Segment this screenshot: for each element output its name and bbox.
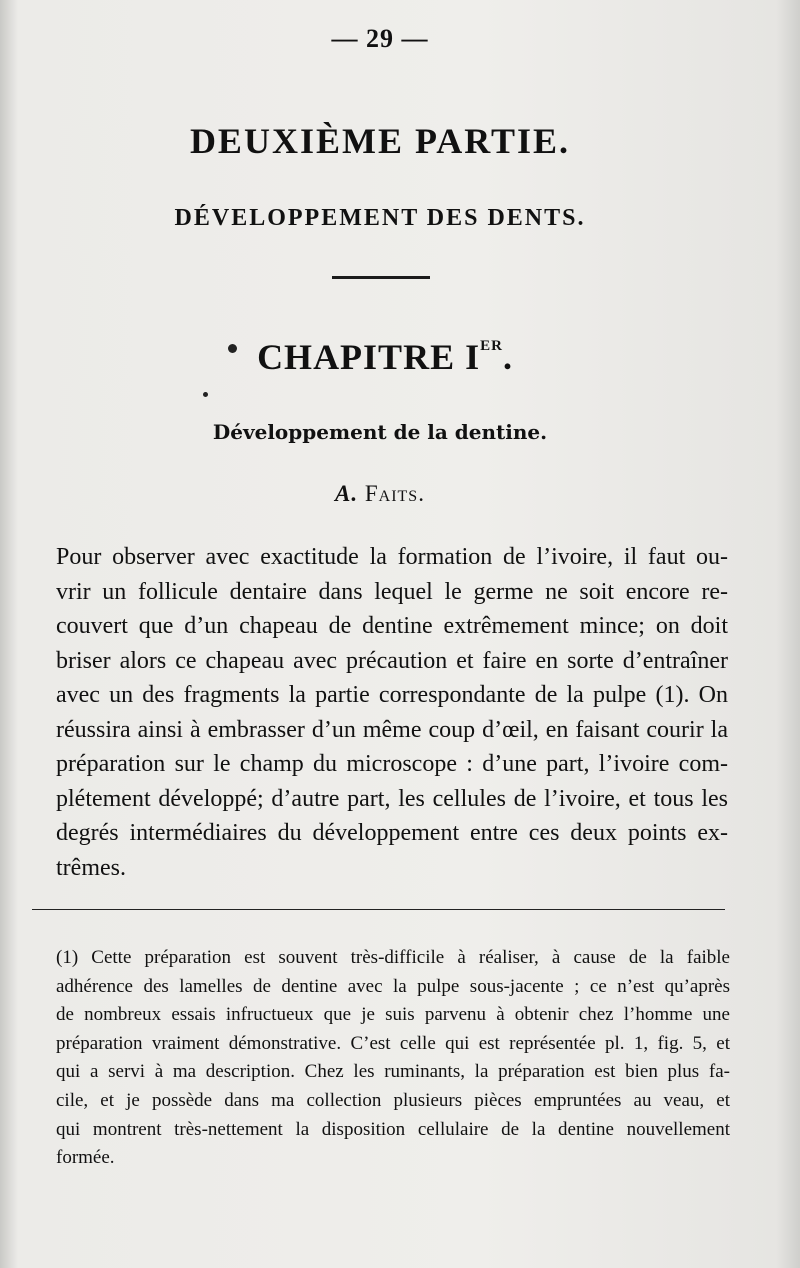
body-line: couvert que d’un chapeau de dentine extrêmement mince; on doit [56, 613, 728, 639]
footnote-line: adhérence des lamelles de dentine avec la pulpe sous-jacente ; ce n’est qu’après [56, 975, 730, 997]
section-heading: Développement de la dentine. [212, 420, 548, 444]
body-line: degrés intermédiaires du développement entre ces deux points ex- [56, 820, 728, 846]
body-line: Pour observer avec exactitude la formation de l’ivoire, il faut ou- [56, 544, 728, 570]
page-number: — 29 — [331, 24, 429, 53]
footnote-line: de nombreux essais infructueux que je suis parvenu à obtenir chez l’homme une [56, 1004, 730, 1026]
chapter-title [255, 336, 515, 378]
ink-speck [228, 344, 237, 353]
chapter-title-period: . [502, 337, 513, 377]
subsection-letter: A. [335, 481, 359, 506]
footnote-line: préparation vraiment démonstrative. C’est celle qui est représentée pl. 1, fig. 5, et [56, 1032, 730, 1054]
body-line: plétement développé; d’autre part, les cellules de l’ivoire, et tous les [56, 785, 728, 812]
subsection-heading [0, 481, 760, 507]
body-line: avec un des fragments la partie correspondante de la pulpe (1). On [56, 682, 728, 708]
subsection-word: Faits. [364, 481, 425, 506]
body-line: réussira ainsi à embrasser d’un même coup d’œil, en faisant courir la [56, 716, 728, 743]
footnote-line: cile, et je possède dans ma collection plusieurs pièces empruntées au veau, et [56, 1089, 730, 1111]
decorative-rule [332, 276, 430, 279]
footnote-line: qui a servi à ma description. Chez les ruminants, la préparation est bien plus fa- [56, 1061, 730, 1083]
footnote-line: (1) Cette préparation est souvent très-difficile à réaliser, à cause de la faible [56, 947, 730, 968]
chapter-title-text: CHAPITRE I [257, 337, 481, 377]
body-line: trêmes. [56, 854, 126, 881]
footnote [56, 944, 730, 1173]
body-paragraph [56, 540, 728, 885]
footnote-line: formée. [56, 1147, 115, 1169]
part-title: DEUXIÈME PARTIE. [189, 121, 571, 161]
body-line: préparation sur le champ du microscope : d’une part, l’ivoire com- [56, 751, 728, 777]
footnote-line: qui montrent très-nettement la disposition cellulaire de la dentine nouvellement [56, 1118, 730, 1140]
footnote-separator [32, 909, 725, 911]
body-line: vrir un follicule dentaire dans lequel le germe ne soit encore re- [56, 578, 728, 605]
ink-speck [203, 392, 208, 397]
chapter-superscript: ER [480, 338, 503, 354]
part-subtitle: DÉVELOPPEMENT DES DENTS. [174, 205, 586, 231]
body-line: briser alors ce chapeau avec précaution et faire en sorte d’entraîner [56, 647, 728, 674]
